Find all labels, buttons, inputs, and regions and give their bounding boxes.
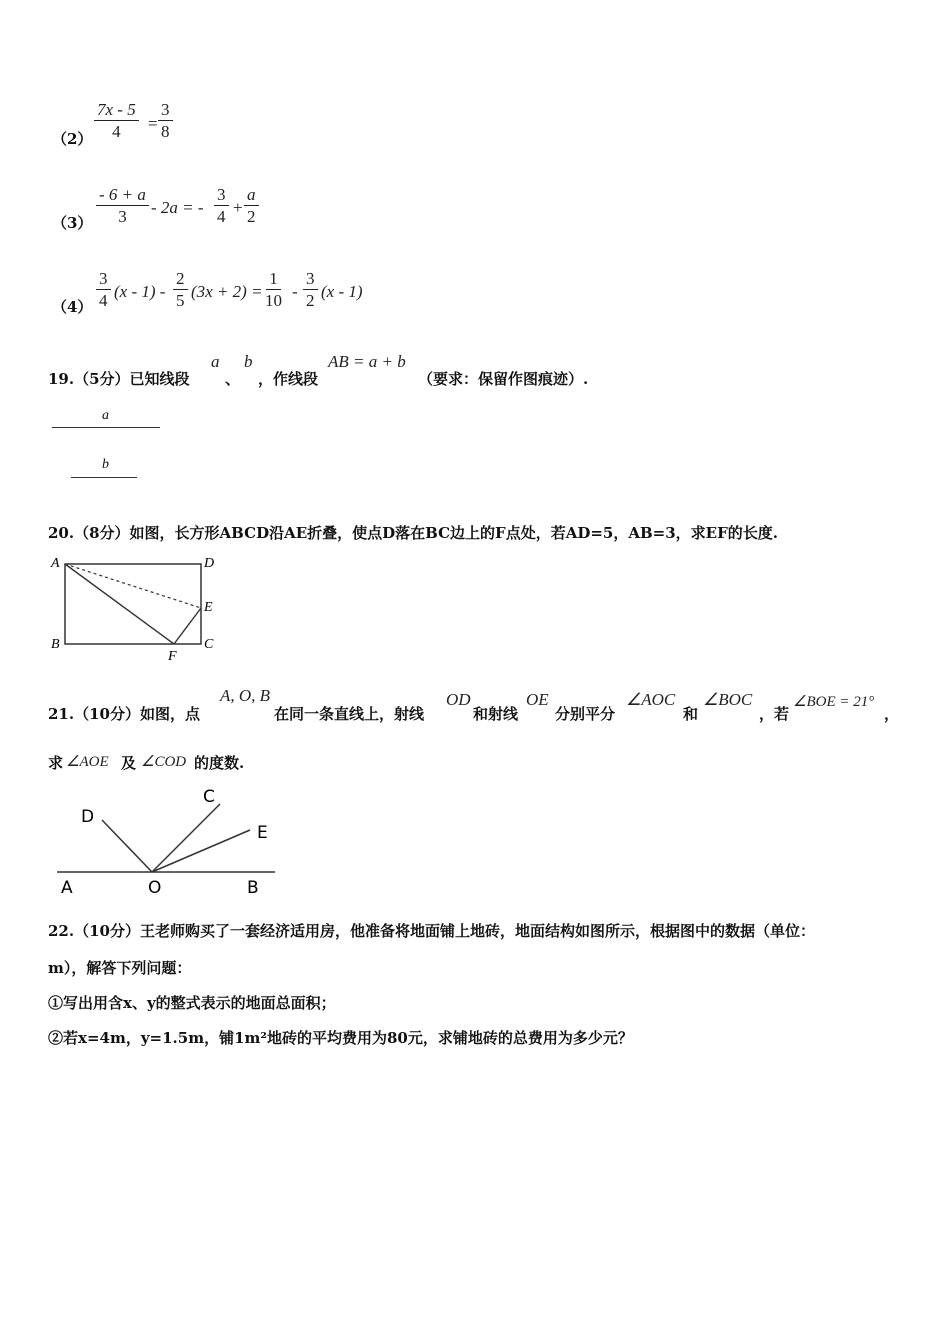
label-A: A xyxy=(61,878,73,898)
eq2-rhs-fraction xyxy=(158,100,173,143)
q21-line2-tail: 的度数. xyxy=(194,754,245,772)
eq4-term1: (x - 1) - xyxy=(114,282,166,301)
label-C: C xyxy=(203,787,215,807)
q21-boc: ∠BOC xyxy=(703,690,753,709)
q22-item1: ①写出用含x、y的整式表示的地面总面积； xyxy=(48,994,336,1012)
eq2-lhs-denominator: 4 xyxy=(112,122,121,141)
eq3-lhs-numerator: - 6 + a xyxy=(96,185,149,206)
q21-t5: ，若 xyxy=(759,705,790,723)
q21-t1: 在同一条直线上，射线 xyxy=(274,705,425,723)
rectangle-abcd xyxy=(65,564,201,644)
q19-lead: 19.（5分）已知线段 xyxy=(48,370,190,388)
q21-points: A, O, B xyxy=(220,686,271,705)
segment-fe xyxy=(174,608,201,644)
q21-and: 及 xyxy=(121,754,137,772)
eq3-plus: + xyxy=(233,198,243,217)
eq4-f4-denominator: 2 xyxy=(306,291,315,310)
eq3-lhs-fraction xyxy=(96,185,149,228)
eq4-term4: (x - 1) xyxy=(321,282,363,301)
eq4-f4-numerator: 3 xyxy=(303,269,318,290)
label-F: F xyxy=(168,649,177,664)
eq3-r1-numerator: 3 xyxy=(214,185,229,206)
q22-line2: m），解答下列问题： xyxy=(48,959,192,977)
q19-a: a xyxy=(211,352,220,371)
eq4-f1 xyxy=(96,269,111,312)
label-C: C xyxy=(204,637,214,652)
q20-text: 20.（8分）如图，长方形ABCD沿AE折叠，使点D落在BC边上的F点处，若AD=5，AB=3，求EF的长度. xyxy=(48,524,778,542)
eq4-f1-denominator: 4 xyxy=(99,291,108,310)
eq2-label: （2） xyxy=(52,130,93,148)
q21-t6: ， xyxy=(884,705,900,723)
q21-od: OD xyxy=(446,690,471,709)
eq3-middle: - 2a = - xyxy=(151,198,204,217)
eq2-rhs-denominator: 8 xyxy=(161,122,170,141)
q19-b: b xyxy=(244,352,253,371)
q21-aoe: ∠AOE xyxy=(66,754,109,770)
eq2-rhs-numerator: 3 xyxy=(158,100,173,121)
q21-line2-lead: 求 xyxy=(48,754,64,772)
q19-fig-label-b: b xyxy=(102,457,109,472)
label-D: D xyxy=(81,807,95,827)
eq4-term3: - xyxy=(292,282,298,301)
q20-figure xyxy=(48,552,228,664)
q19-mid: ，作线段 xyxy=(258,370,319,388)
label-B: B xyxy=(51,637,60,652)
eq2-lhs-numerator: 7x - 5 xyxy=(94,100,139,121)
eq3-lhs-denominator: 3 xyxy=(118,207,127,226)
eq4-f2-numerator: 2 xyxy=(173,269,188,290)
label-D: D xyxy=(204,556,215,571)
eq4-f3-numerator: 1 xyxy=(266,269,281,290)
q21-aoc: ∠AOC xyxy=(626,690,676,709)
eq3-r2-fraction xyxy=(244,185,259,228)
eq4-term2: (3x + 2) = xyxy=(191,282,263,301)
segment-ae-dashed xyxy=(65,564,201,608)
segment-af xyxy=(65,564,174,644)
eq4-f2 xyxy=(173,269,188,312)
eq3-r1-denominator: 4 xyxy=(217,207,226,226)
q19-formula: AB = a + b xyxy=(328,352,406,371)
eq3-label: （3） xyxy=(52,214,93,232)
eq4-label: （4） xyxy=(52,298,93,316)
ray-od xyxy=(102,820,152,872)
q19-fig-label-a: a xyxy=(102,408,109,423)
eq4-f4 xyxy=(303,269,318,312)
eq2-equals: = xyxy=(148,114,158,133)
q22-line1: 22.（10分）王老师购买了一套经济适用房，他准备将地面铺上地砖，地面结构如图所示，根据图中的数据（单位： xyxy=(48,922,815,940)
label-E: E xyxy=(257,823,268,843)
label-A: A xyxy=(51,556,60,571)
segment-b xyxy=(71,477,137,478)
q21-t3: 分别平分 xyxy=(555,705,616,723)
eq4-f3-denominator: 10 xyxy=(265,291,282,310)
eq3-r2-numerator: a xyxy=(244,185,259,206)
label-B: B xyxy=(247,878,259,898)
q21-given: ∠BOE = 21° xyxy=(793,694,875,710)
eq4-f3 xyxy=(265,269,282,312)
q21-lead: 21.（10分）如图，点 xyxy=(48,705,200,723)
label-O: O xyxy=(148,878,162,898)
q19-sep: 、 xyxy=(225,370,241,388)
q22-item2: ②若x=4m，y=1.5m，铺1m²地砖的平均费用为80元，求铺地砖的总费用为多少元？ xyxy=(48,1029,633,1047)
q21-t4: 和 xyxy=(683,705,699,723)
segment-a xyxy=(52,427,160,428)
q21-cod: ∠COD xyxy=(141,754,187,770)
eq2-lhs-fraction xyxy=(94,100,139,143)
q19-tail: （要求：保留作图痕迹）. xyxy=(418,370,589,388)
label-E: E xyxy=(204,600,213,615)
eq4-f1-numerator: 3 xyxy=(96,269,111,290)
q21-oe: OE xyxy=(526,690,549,709)
eq3-r2-denominator: 2 xyxy=(247,207,256,226)
eq4-f2-denominator: 5 xyxy=(176,291,185,310)
q21-t2: 和射线 xyxy=(473,705,519,723)
q21-figure xyxy=(55,780,285,900)
ray-oc xyxy=(152,804,220,872)
eq3-r1-fraction xyxy=(214,185,229,228)
ray-oe xyxy=(152,830,250,872)
